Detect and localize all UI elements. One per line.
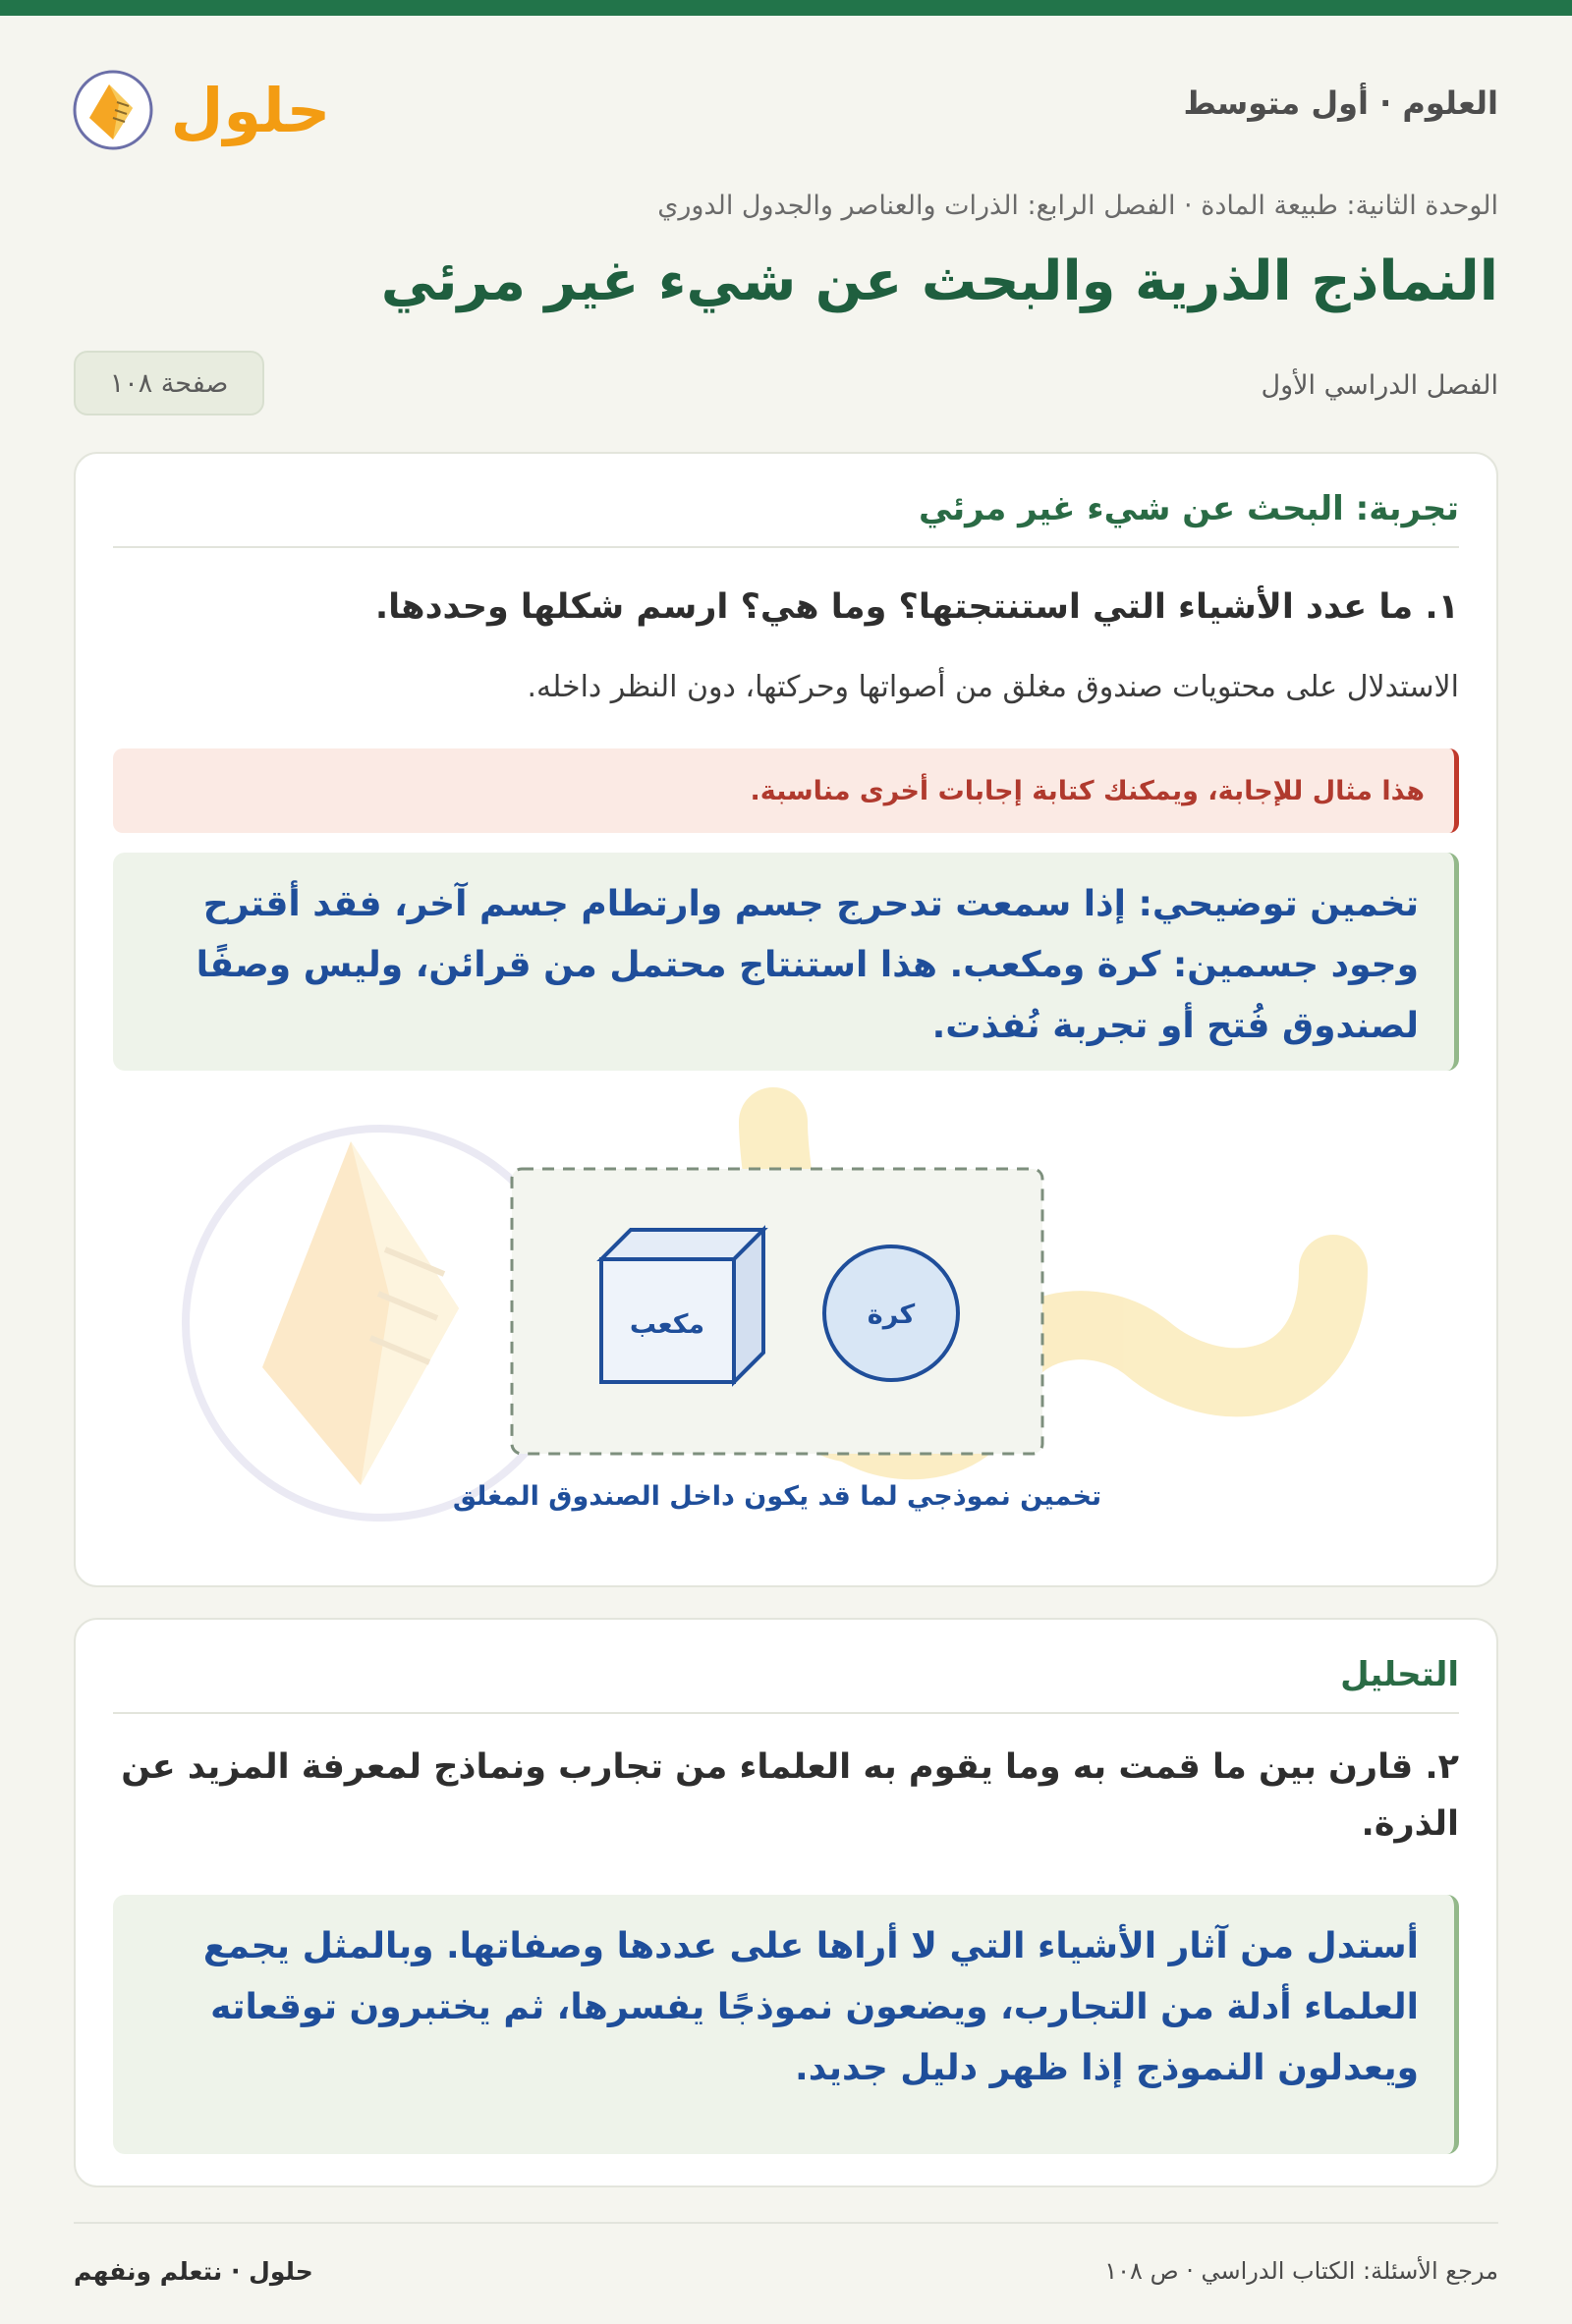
question-2: ٢. قارن بين ما قمت به وما يقوم به العلماء من تجارب ونماذج لمعرفة المزيد عن الذرة. [121, 1747, 1459, 1844]
closed-box-outline [512, 1169, 1042, 1454]
analysis-heading: التحليل [113, 1655, 1459, 1714]
cube-shape [601, 1230, 763, 1382]
figure-caption: تخمين نموذجي لما قد يكون داخل الصندوق المغلق [452, 1481, 1102, 1512]
subject-title: العلوم · أول متوسط [1183, 84, 1498, 122]
header [74, 61, 1498, 159]
footer-brand[interactable]: حلول · نتعلم ونفهم [74, 2257, 313, 2286]
page-title: النماذج الذرية والبحث عن شيء غير مرئي [380, 249, 1498, 313]
footer-divider [74, 2222, 1498, 2224]
example-answer-note: هذا مثال للإجابة، ويمكنك كتابة إجابات أخرى مناسبة. [113, 748, 1459, 833]
hulul-logo[interactable] [74, 61, 329, 159]
page-number-badge: صفحة ١٠٨ [74, 351, 264, 415]
footer-reference: مرجع الأسئلة: الكتاب الدراسي · ص ١٠٨ [1104, 2257, 1498, 2285]
question-1: ١. ما عدد الأشياء التي استنتجتها؟ وما هي؟ ارسم شكلها وحددها. [374, 587, 1459, 627]
semester-label: الفصل الدراسي الأول [1261, 370, 1498, 401]
answer-1: تخمين توضيحي: إذا سمعت تدحرج جسم وارتطام جسم آخر، فقد أقترح وجود جسمين: كرة ومكعب. هذا استنتاج محتمل من قرائن، وليس وصفًا لصندوق فُتح أو تجربة نُفذت. [113, 853, 1459, 1071]
closed-box-figure [452, 1161, 1102, 1544]
experiment-description: الاستدلال على محتويات صندوق مغلق من أصواتها وحركتها، دون النظر داخله. [527, 670, 1459, 704]
analysis-card [74, 1618, 1498, 2187]
svg-text:حلول: حلول [170, 75, 331, 146]
top-accent-bar [0, 0, 1572, 16]
experiment-heading: تجربة: البحث عن شيء غير مرئي [113, 489, 1459, 548]
ball-label: كرة [867, 1300, 916, 1330]
cube-label: مكعب [629, 1309, 705, 1340]
answer-2: أستدل من آثار الأشياء التي لا أراها على عددها وصفاتها. وبالمثل يجمع العلماء أدلة من التجارب، ويضعون نموذجًا يفسرها، ثم يختبرون توقعاته ويعدلون النموذج إذا ظهر دليل جديد. [113, 1895, 1459, 2154]
experiment-card [74, 452, 1498, 1587]
ball-shape [824, 1246, 958, 1380]
breadcrumb: الوحدة الثانية: طبيعة المادة · الفصل الرابع: الذرات والعناصر والجدول الدوري [657, 191, 1498, 221]
